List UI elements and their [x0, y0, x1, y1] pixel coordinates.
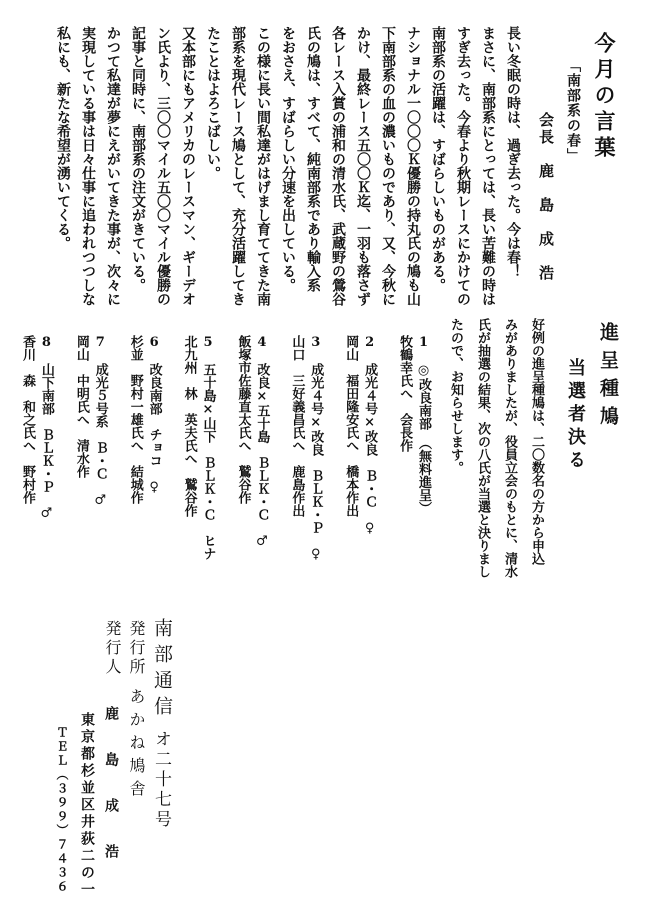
- column-line: すぎ去った。今春より秋期レースにかけての: [455, 26, 471, 306]
- winner-code: Ｂ・Ｃ ♀: [362, 456, 378, 536]
- winner-pigeon-name: ◎改良南部: [416, 363, 431, 430]
- column-line: かつて私達が夢にえがいてきた事が、次々に: [105, 26, 121, 306]
- winner-number: 8: [38, 335, 54, 363]
- winner-pigeon-name: 山下南部: [38, 363, 54, 415]
- column-line: 部系を現代レース鳩として、充分活躍してき: [230, 26, 246, 306]
- winner-number: 4: [254, 335, 270, 363]
- presentation-intro-text: [442, 318, 550, 578]
- winner-entry: [235, 335, 269, 562]
- winner-recipient: [73, 335, 88, 562]
- winner-entry: [73, 335, 107, 562]
- winner-pigeon-name: 改良×五十島: [254, 363, 270, 443]
- winner-recipient: [181, 335, 196, 562]
- winner-entry: [288, 335, 322, 562]
- winner-pigeon: [307, 335, 322, 562]
- column-line: 各レース入賞の浦和の清水氏、武蔵野の鶯谷: [330, 26, 346, 306]
- column-line: 実現している事は日々仕事に追われつつしな: [80, 26, 96, 306]
- column-line: ン氏より、三〇〇マイル五〇〇マイル優勝の: [155, 26, 171, 306]
- winner-recipient: [235, 335, 250, 562]
- column-line: たことはよろこばしい。: [205, 26, 221, 180]
- column-line: 氏の鳩は、すべて、純南部系であり輸入系: [305, 26, 321, 292]
- column-line: 長い冬眠の時は、過ぎ去った。今は春！: [505, 26, 521, 278]
- winner-recipient: [288, 335, 303, 562]
- winner-name: 香川 森 和之氏へ: [19, 335, 35, 452]
- colophon-editor: 鹿 島 成 浩: [103, 706, 119, 867]
- winner-entry: [19, 335, 53, 562]
- winner-breeder: 野村作: [19, 452, 35, 504]
- winner-number: 5: [200, 335, 216, 363]
- winner-pigeon-name: 五十島×山下: [200, 363, 216, 443]
- presentation-heading: 当選者決る: [565, 358, 586, 473]
- winner-breeder: 会長作: [397, 400, 413, 452]
- colophon-address: 東京都杉並区井荻二の一: [79, 712, 95, 899]
- winner-code: Ｂ・Ｃ ♂: [92, 428, 108, 508]
- winner-pigeon-name: 成光５号系: [92, 363, 108, 428]
- winner-code: ＢＬＫ・Ｃ ♂: [254, 443, 270, 549]
- winner-breeder: 鷲谷作: [181, 465, 197, 517]
- winner-breeder: 鹿島作出: [289, 452, 305, 517]
- colophon-publisher: あかね鳩舎: [127, 688, 146, 803]
- colophon-tel: ＴＥＬ（３９９）７４３６: [55, 726, 69, 894]
- column-line: 私にも、新たな希望が湧いてくる。: [55, 26, 71, 250]
- winner-number: 3: [308, 335, 324, 363]
- colophon-publication: 南部通信: [151, 618, 173, 722]
- colophon-issue: オ二十七号: [151, 730, 171, 830]
- presentation-title: 進呈種鳩: [597, 322, 619, 434]
- winner-pigeon: [38, 335, 53, 562]
- winner-pigeon: [253, 335, 268, 562]
- winner-breeder: 橋本作出: [343, 452, 359, 517]
- presentation-intro-line: たので、お知らせします。: [448, 318, 463, 474]
- winner-name: 飯塚市佐藤直太氏へ: [235, 335, 251, 452]
- colophon-editor-label: 発行人: [103, 620, 122, 677]
- column-line: かけ、最終レース五〇〇Ｋ迄、一羽も落さず: [355, 26, 371, 306]
- winner-pigeon: [92, 335, 107, 562]
- column-line: 南部系の活躍は、すばらしいものがある。: [430, 26, 446, 292]
- winner-pigeon-name: 改良南部: [146, 363, 162, 415]
- winner-pigeon: [200, 335, 215, 562]
- column-line: まさに、南部系にとっては、長い苦難の時は: [480, 26, 496, 306]
- presentation-intro-line: 好例の進呈種鳩は、二〇数名の方から申込: [529, 318, 544, 565]
- winner-entry: [181, 335, 215, 562]
- presentation-intro-line: みがありましたが、役員立会のもとに、清水: [502, 318, 517, 578]
- colophon-publisher-label: 発行所: [127, 620, 146, 677]
- winner-code: ＢＬＫ・Ｃ ヒナ: [200, 443, 216, 560]
- winner-entry: [127, 335, 161, 562]
- presentation-intro-line: 氏が抽選の結果、次の八氏が当選と決りまし: [475, 318, 490, 578]
- winner-code: ＢＬＫ・Ｐ ♀: [308, 456, 324, 562]
- winner-number: 1: [416, 335, 431, 363]
- column-author: 会長 鹿 島 成 浩: [537, 112, 555, 282]
- winner-code: チョコ ♀: [146, 415, 162, 495]
- winner-pigeon-name: 成光４号×改良: [308, 363, 324, 456]
- winner-name: 杉並 野村一雄氏へ: [127, 335, 143, 452]
- winner-code: ＢＬＫ・Ｐ ♂: [38, 415, 54, 521]
- column-line: 記事と同時に、南部系の注文がきている。: [130, 26, 146, 292]
- column-subtitle: 「南部系の春」: [565, 58, 581, 163]
- winner-name: 北九州 林 英夫氏へ: [181, 335, 197, 465]
- column-line: をおさえ、すばらしい分速を出している。: [280, 26, 296, 292]
- winner-entry: [342, 335, 376, 562]
- winner-number: 6: [146, 335, 162, 363]
- presentation-intro: [430, 318, 550, 578]
- winner-name: 牧鶴幸氏へ: [397, 335, 413, 400]
- winner-recipient: [127, 335, 142, 562]
- winner-name: 岡山 福田隆安氏へ: [343, 335, 359, 452]
- winner-pigeon: [361, 335, 376, 562]
- winner-pigeon-name: 成光４号×改良: [362, 363, 378, 456]
- winner-breeder: 鷲谷作: [235, 452, 251, 504]
- column-title: 今月の言葉: [592, 32, 617, 162]
- column-line: 又本部にもアメリカのレースマン、ギーデオ: [180, 26, 196, 306]
- winner-pigeon: [146, 335, 161, 562]
- winner-name: 山口 三好義昌氏へ: [289, 335, 305, 452]
- winner-recipient: [396, 335, 411, 562]
- winners-list: [19, 335, 431, 562]
- winner-breeder: 結城作: [127, 452, 143, 504]
- column-line: ナショナル一〇〇〇Ｋ優勝の持丸氏の鳩も山: [405, 26, 421, 306]
- column-line: この様に長い間私達がはげまし育ててきた南: [255, 26, 271, 306]
- winner-recipient: [19, 335, 34, 562]
- column-line: 下南部系の血の濃いものであり、又、今秋に: [380, 26, 396, 306]
- winner-entry: [396, 335, 430, 562]
- winner-breeder: 清水作: [73, 426, 89, 478]
- column-text: [50, 26, 525, 306]
- winner-note: （無料進呈）: [416, 430, 431, 515]
- winner-number: 7: [92, 335, 108, 363]
- winner-number: 2: [362, 335, 378, 363]
- winner-pigeon: [415, 335, 430, 562]
- winner-recipient: [342, 335, 357, 562]
- winner-name: 岡山 中明氏へ: [73, 335, 89, 426]
- column-body: [55, 26, 525, 306]
